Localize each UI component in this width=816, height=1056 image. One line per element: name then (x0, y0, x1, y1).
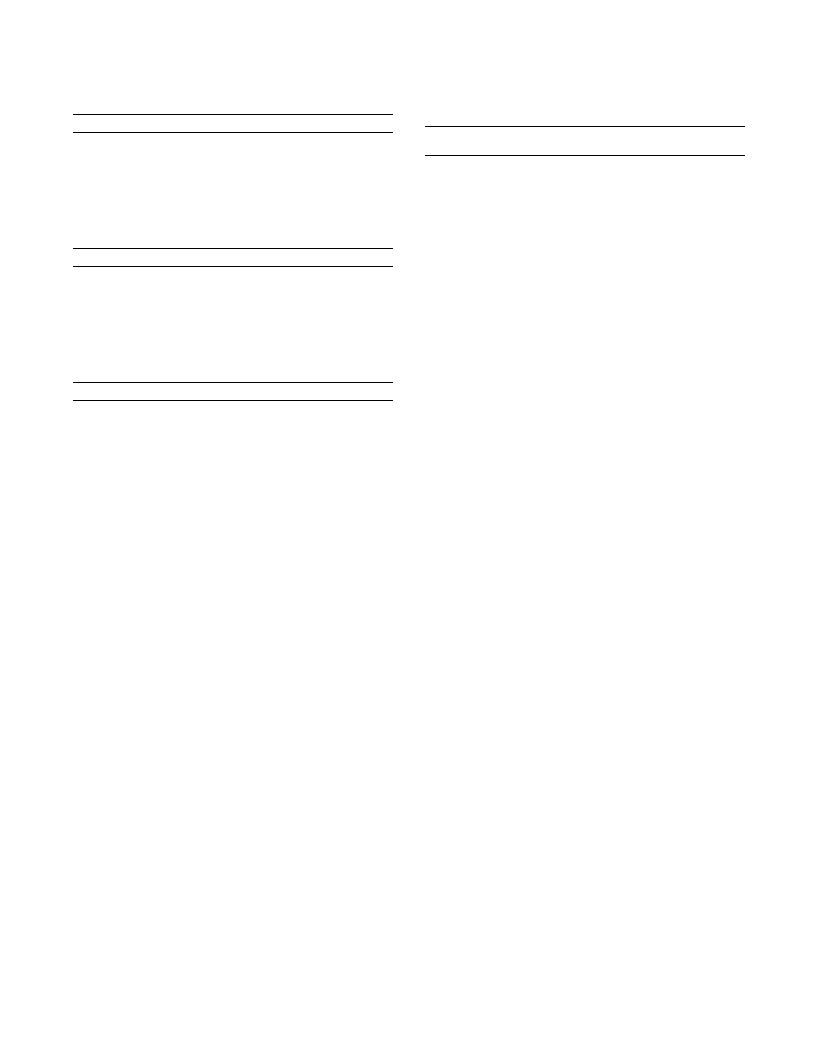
table-header-rule (73, 400, 393, 401)
table-header-rule (73, 266, 393, 267)
table-top-rule (73, 114, 393, 115)
table-header-rule (425, 155, 745, 156)
table-top-rule (73, 382, 393, 383)
table-header-rule (73, 132, 393, 133)
table-top-rule (73, 248, 393, 249)
table-top-rule (425, 126, 745, 127)
